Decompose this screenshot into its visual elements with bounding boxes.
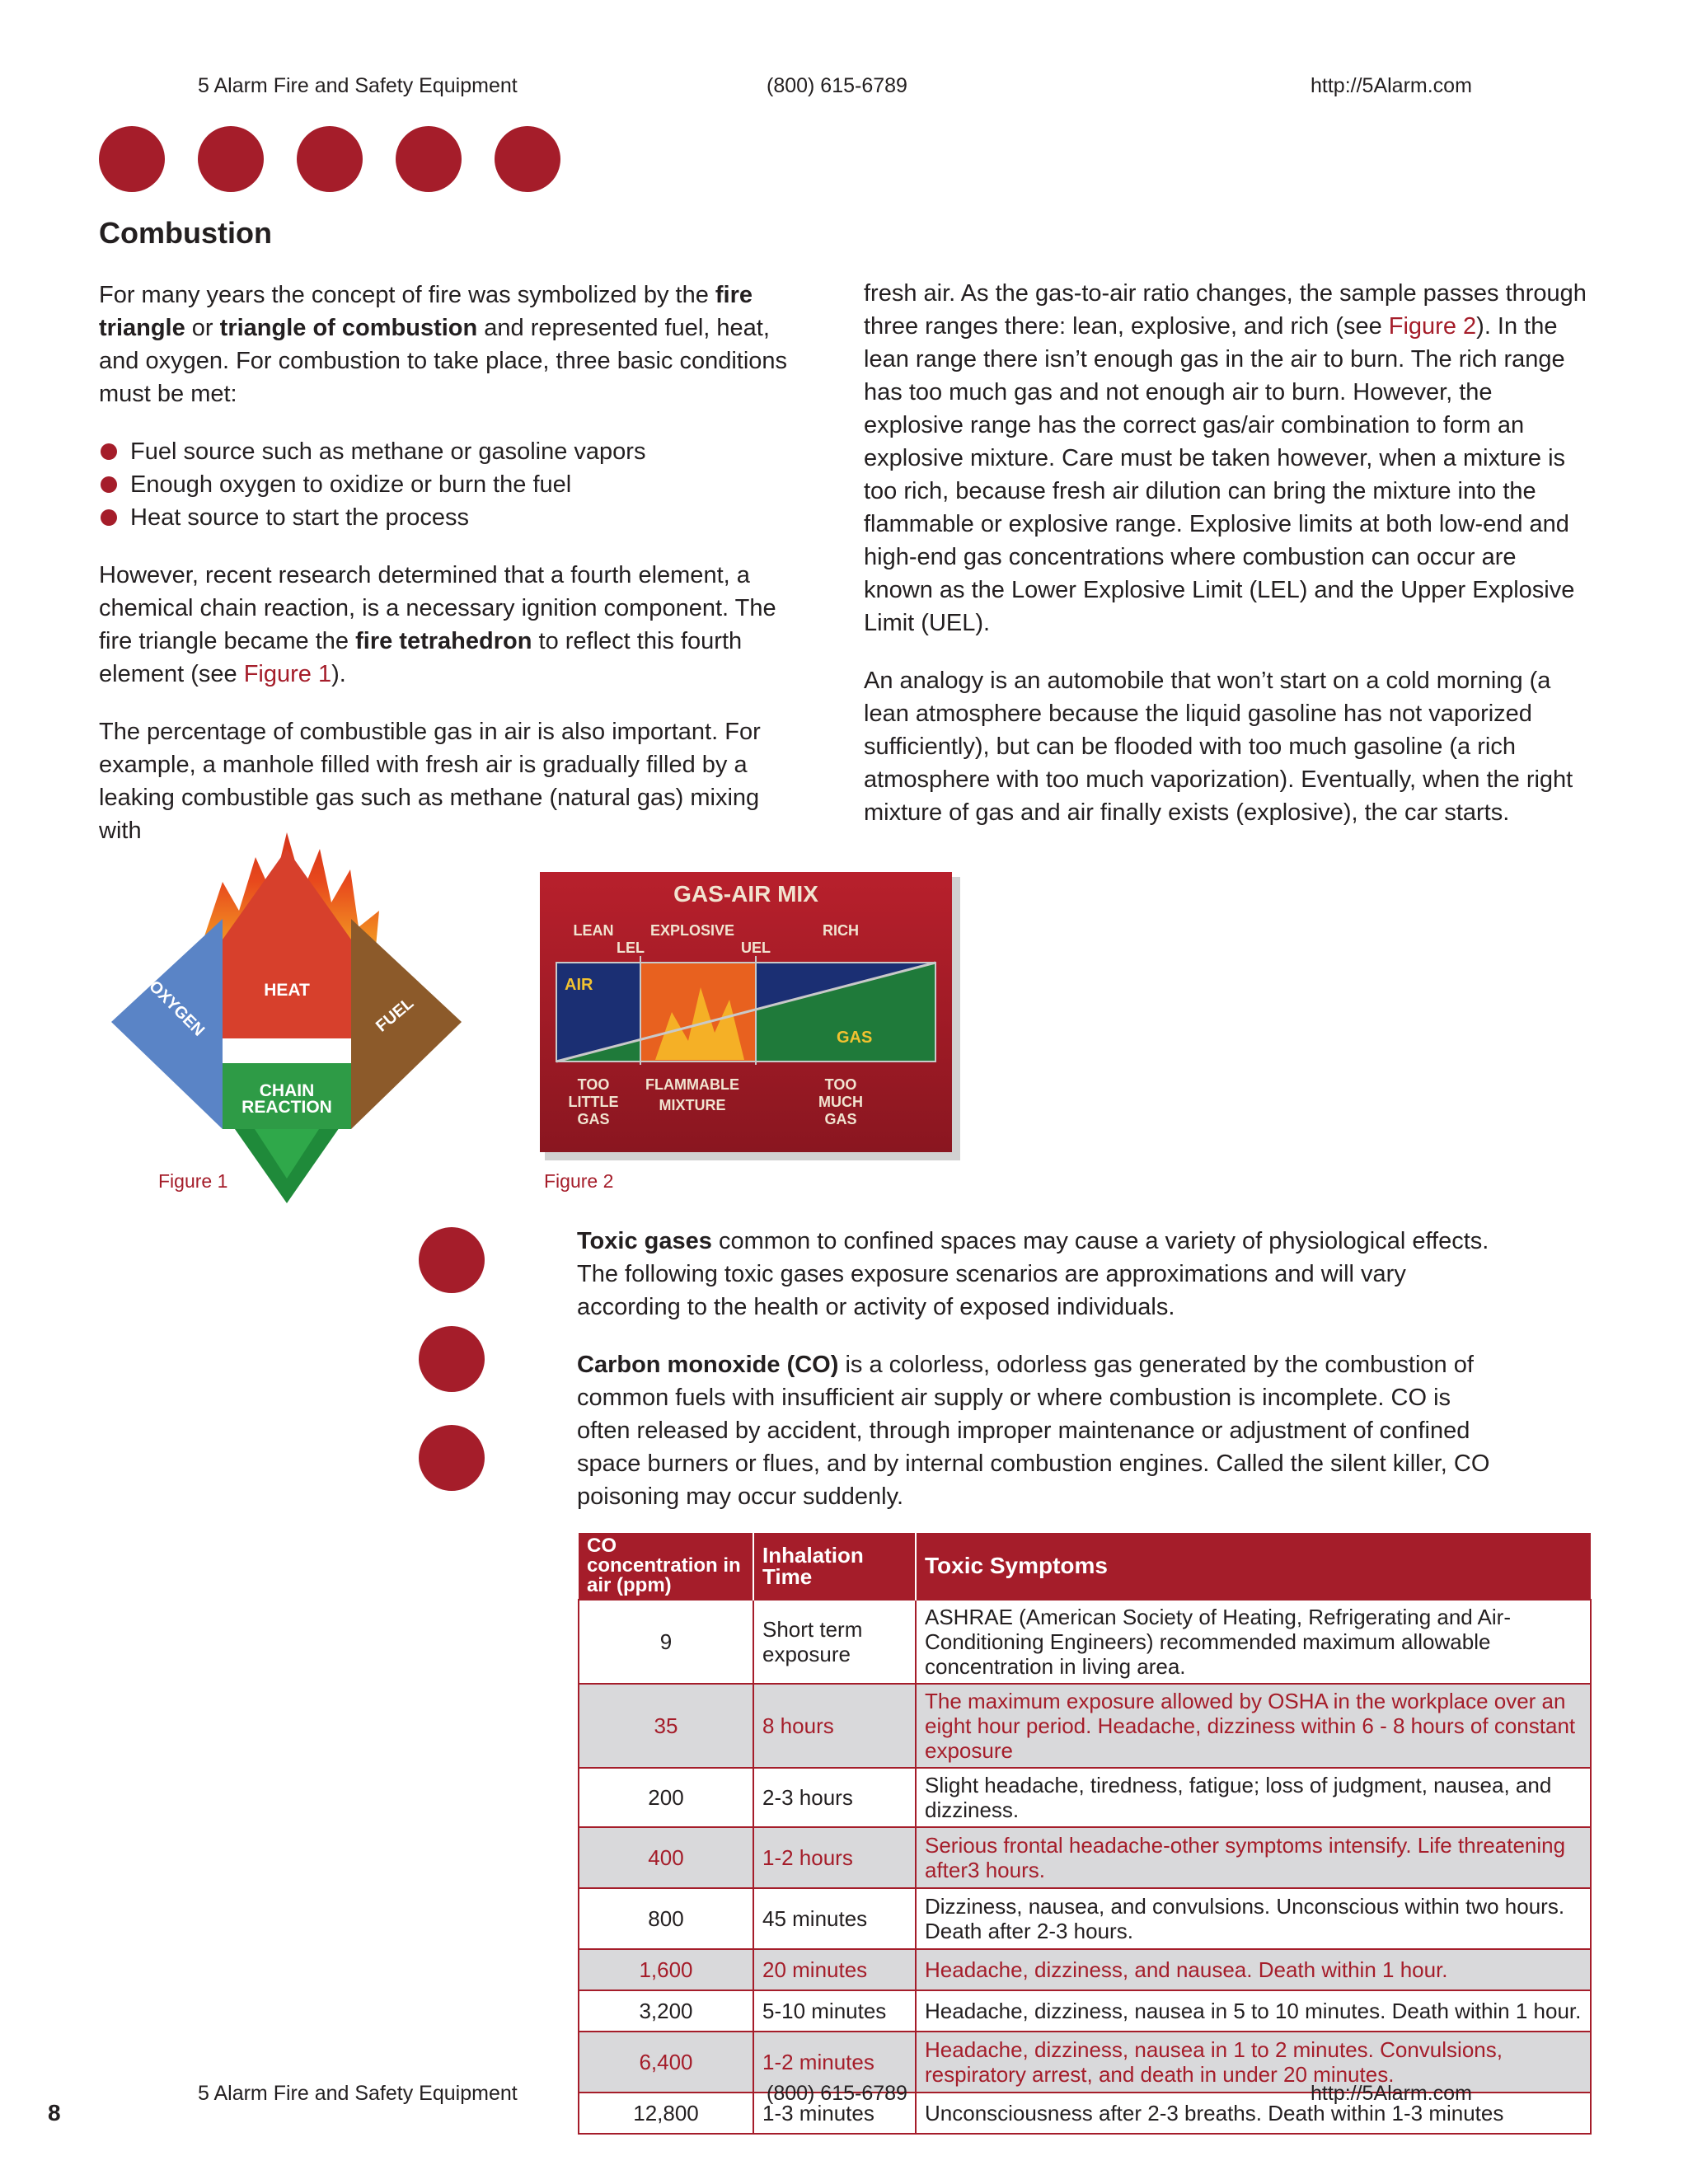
cell-time: 1-2 hours: [753, 1827, 916, 1888]
footer-url: http://5Alarm.com: [1311, 2082, 1472, 2105]
air-label: AIR: [565, 976, 593, 994]
table-row: [579, 1949, 1591, 1990]
header-inhalation-time: Inhalation Time: [753, 1533, 916, 1600]
rich-label: RICH: [823, 922, 859, 939]
cell-symptoms: Headache, dizziness, and nausea. Death within 1 hour.: [916, 1949, 1591, 1990]
paragraph-co: Carbon monoxide (CO) is a colorless, odorless gas generated by the combustion of common fuels with insufficient air supply or where combustion is incomplete. CO is often released by accident, through improper maintenance or adjustment of confined space burners or flues, and by internal combustion engines. Called the silent killer, CO poisoning may occur suddenly.: [577, 1352, 1490, 1510]
cell-concentration: 1,600: [579, 1949, 753, 1990]
cell-symptoms: Slight headache, tiredness, fatigue; loss of judgment, nausea, and dizziness.: [916, 1768, 1591, 1827]
paragraph-percentage: The percentage of combustible gas in air is also important. For example, a manhole filled with fresh air is gradually filled by a leaking combustible gas such as methane (natural gas) mixing with: [99, 719, 761, 844]
cell-concentration: 12,800: [579, 2093, 753, 2134]
cell-symptoms: Serious frontal headache-other symptoms intensify. Life threatening after3 hours.: [916, 1827, 1591, 1888]
cell-time: 5-10 minutes: [753, 1990, 916, 2032]
paragraph-tetrahedron: However, recent research determined that a fourth element, a chemical chain reaction, is a necessary ignition component. The fire triangle became the fire tetrahedron to reflect this fourth element (see Figure 1).: [99, 562, 776, 687]
footer-phone: (800) 615-6789: [767, 2082, 907, 2105]
too-much-2: MUCH: [818, 1094, 863, 1110]
table-row: [579, 1600, 1591, 1684]
lean-label: LEAN: [573, 922, 614, 939]
cell-time: 1-3 minutes: [753, 2093, 916, 2134]
too-little-1: TOO: [577, 1076, 610, 1093]
cell-concentration: 9: [579, 1600, 753, 1684]
reaction-label: REACTION: [241, 1098, 332, 1117]
left-column: [99, 279, 808, 847]
too-little-3: GAS: [577, 1111, 610, 1127]
figure2-caption: Figure 2: [544, 1170, 614, 1192]
fuel-label: FUEL: [373, 994, 418, 1036]
header-company: 5 Alarm Fire and Safety Equipment: [198, 74, 518, 97]
cell-symptoms: Headache, dizziness, nausea in 5 to 10 minutes. Death within 1 hour.: [916, 1990, 1591, 2032]
cell-time: 8 hours: [753, 1684, 916, 1768]
figure2-title: GAS-AIR MIX: [673, 881, 818, 907]
paragraph-ranges: fresh air. As the gas-to-air ratio changes, the sample passes through three ranges there: lean, explosive, and rich (see Figure 2). In the lean range there isn’t enough gas in the air to burn. The rich range has too much gas and not enough air to burn. However, the explosive range has the correct gas/air combination to form an explosive mixture. Care must be taken however, when a mixture is too rich, because fresh air dilution can bring the mixture into the flammable or explosive range. Explosive limits at both low-end and high-end gas concentrations where combustion can occur are known as the Lower Explosive Limit (LEL) and the Upper Explosive Limit (UEL).: [864, 280, 1587, 636]
table-row: [579, 1990, 1591, 2032]
cell-concentration: 6,400: [579, 2032, 753, 2093]
too-little-2: LITTLE: [568, 1094, 619, 1110]
conditions-list: [99, 435, 808, 534]
cell-time: 20 minutes: [753, 1949, 916, 1990]
table-row: [579, 1684, 1591, 1768]
explosive-label: EXPLOSIVE: [649, 922, 735, 939]
cell-concentration: 800: [579, 1888, 753, 1949]
fire-tetrahedron-figure: [107, 832, 470, 1212]
cell-concentration: 35: [579, 1684, 753, 1768]
too-much-3: GAS: [824, 1111, 857, 1127]
cell-time: 45 minutes: [753, 1888, 916, 1949]
table-header-row: [579, 1533, 1591, 1600]
too-much-1: TOO: [824, 1076, 857, 1093]
cell-symptoms: Headache, dizziness, nausea in 1 to 2 minutes. Convulsions, respiratory arrest, and death in under 20 minutes.: [916, 2032, 1591, 2093]
paragraph-analogy: An analogy is an automobile that won’t start on a cold morning (a lean atmosphere because the liquid gasoline has not vaporized sufficiently), but can be flooded with too much gasoline (a rich atmosphere with too much vaporization). Eventually, when the right mixture of gas and air finally exists (explosive), the car starts.: [864, 668, 1573, 826]
chain-label: CHAIN: [259, 1081, 315, 1100]
right-column: [864, 277, 1589, 829]
gas-air-mix-figure: [540, 872, 960, 1160]
table-row: [579, 1768, 1591, 1827]
flammable-1: FLAMMABLE: [645, 1076, 739, 1093]
decorative-dot: [419, 1425, 485, 1491]
figure2-link[interactable]: Figure 2: [1388, 313, 1477, 340]
lel-label: LEL: [617, 940, 645, 956]
cell-concentration: 3,200: [579, 1990, 753, 2032]
decorative-dot: [198, 126, 264, 192]
header-url: http://5Alarm.com: [1311, 74, 1472, 97]
decorative-dot: [419, 1326, 485, 1392]
fuel-face: [351, 919, 462, 1129]
header-concentration: CO concentration in air (ppm): [579, 1533, 753, 1600]
list-item: Fuel source such as methane or gasoline vapors: [99, 435, 808, 468]
header-toxic-symptoms: Toxic Symptoms: [916, 1533, 1591, 1600]
decorative-dot: [396, 126, 462, 192]
co-exposure-table: [578, 1533, 1592, 2135]
list-item: Heat source to start the process: [99, 501, 808, 534]
decorative-dot: [297, 126, 363, 192]
cell-symptoms: The maximum exposure allowed by OSHA in the workplace over an eight hour period. Headache, dizziness within 6 - 8 hours of constant exposure: [916, 1684, 1591, 1768]
decorative-dot: [419, 1227, 485, 1293]
cell-time: 1-2 minutes: [753, 2032, 916, 2093]
cell-symptoms: Dizziness, nausea, and convulsions. Unconscious within two hours. Death after 2-3 hours.: [916, 1888, 1591, 1949]
uel-label: UEL: [741, 940, 771, 956]
flammable-2: MIXTURE: [659, 1097, 726, 1113]
cell-symptoms: ASHRAE (American Society of Heating, Refrigerating and Air-Conditioning Engineers) recommended maximum allowable concentration in living area.: [916, 1600, 1591, 1684]
paragraph-intro: For many years the concept of fire was symbolized by the fire triangle or triangle of combustion and represented fuel, heat, and oxygen. For combustion to take place, three basic conditions must be met:: [99, 282, 788, 407]
header-phone: (800) 615-6789: [767, 74, 907, 97]
heat-label: HEAT: [264, 981, 310, 1000]
decorative-dot: [495, 126, 560, 192]
figure1-link[interactable]: Figure 1: [243, 661, 332, 687]
cell-time: Short term exposure: [753, 1600, 916, 1684]
paragraph-toxic: Toxic gases common to confined spaces may cause a variety of physiological effects. The following toxic gases exposure scenarios are approximations and will vary according to the health or activity of exposed individuals.: [577, 1228, 1489, 1320]
cell-time: 2-3 hours: [753, 1768, 916, 1827]
decorative-dot: [99, 126, 165, 192]
page-number: 8: [48, 2100, 61, 2125]
table-row: [579, 1888, 1591, 1949]
toxic-section: [577, 1225, 1492, 1513]
cell-concentration: 400: [579, 1827, 753, 1888]
list-item: Enough oxygen to oxidize or burn the fuel: [99, 468, 808, 501]
table-row: [579, 1827, 1591, 1888]
cell-concentration: 200: [579, 1768, 753, 1827]
section-title: Combustion: [99, 216, 272, 250]
oxygen-label: OXYGEN: [145, 977, 209, 1040]
cell-symptoms: Unconsciousness after 2-3 breaths. Death within 1-3 minutes: [916, 2093, 1591, 2134]
gas-label: GAS: [837, 1029, 873, 1047]
footer-company: 5 Alarm Fire and Safety Equipment: [198, 2082, 518, 2105]
figure1-caption: Figure 1: [158, 1170, 228, 1192]
